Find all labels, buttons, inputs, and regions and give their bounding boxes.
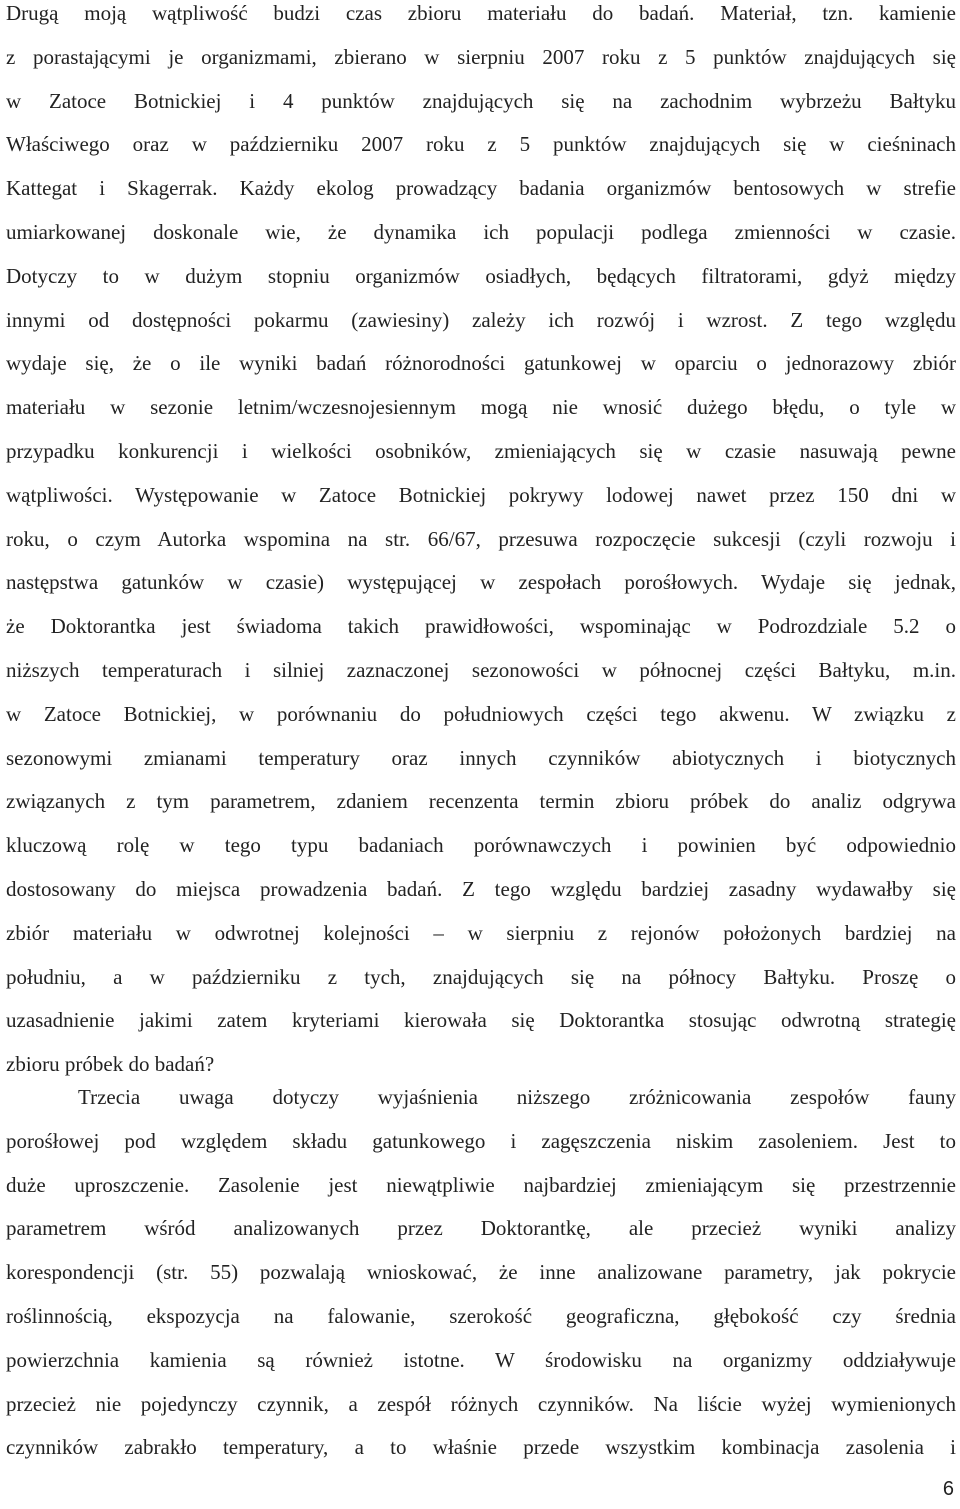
text-line: roku, o czym Autorka wspomina na str. 66/67, przesuwa rozpoczęcie sukcesji (czyli rozwoju i [6, 526, 956, 551]
text-line: z porastającymi je organizmami, zbierano w sierpniu 2007 roku z 5 punktów znajdujących się [6, 44, 956, 69]
text-line: dostosowany do miejsca prowadzenia badań. Z tego względu bardziej zasadny wydawałby się [6, 876, 956, 901]
text-line: południu, a w październiku z tych, znajdujących się na północy Bałtyku. Proszę o [6, 964, 956, 989]
text-line: zbiór materiału w odwrotnej kolejności – w sierpniu z rejonów położonych bardziej na [6, 920, 956, 945]
text-line: zbioru próbek do badań? [6, 1052, 215, 1077]
text-line: roślinnością, ekspozycja na falowanie, szerokość geograficzna, głębokość czy średnia [6, 1303, 956, 1328]
text-line: związanych z tym parametrem, zdaniem recenzenta termin zbioru próbek do analiz odgrywa [6, 789, 956, 814]
text-line: uzasadnienie jakimi zatem kryteriami kierowała się Doktorantka stosując odwrotną strategię [6, 1008, 956, 1033]
text-line: korespondencji (str. 55) pozwalają wnioskować, że inne analizowane parametry, jak pokrycie [6, 1260, 956, 1285]
text-line: następstwa gatunków w czasie) występującej w zespołach porośłowych. Wydaje się jednak, [6, 570, 956, 595]
text-line: przypadku konkurencji i wielkości osobników, zmieniających się w czasie nasuwają pewne [6, 438, 956, 463]
text-line: przecież nie pojedynczy czynnik, a zespół różnych czynników. Na liście wyżej wymienionych [6, 1391, 956, 1416]
text-line: kluczową rolę w tego typu badaniach porównawczych i powinien być odpowiednio [6, 833, 956, 858]
page-number: 6 [942, 1478, 954, 1500]
text-line: Właściwego oraz w październiku 2007 roku z 5 punktów znajdujących się w cieśninach [6, 132, 956, 157]
text-line: w Zatoce Botnickiej, w porównaniu do południowych części tego akwenu. W związku z [6, 701, 956, 726]
paragraph-salinity-remark [6, 1076, 956, 1470]
text-line: Trzecia uwaga dotyczy wyjaśnienia niższego zróżnicowania zespołów fauny [78, 1085, 956, 1109]
text-line: parametrem wśród analizowanych przez Doktorantkę, ale przecież wyniki analizy [6, 1216, 956, 1241]
text-line: wątpliwości. Występowanie w Zatoce Botnickiej pokrywy lodowej nawet przez 150 dni w [6, 482, 956, 507]
text-line: niższych temperaturach i silniej zaznaczonej sezonowości w północnej części Bałtyku, m.in. [6, 657, 956, 682]
text-line: duże uproszczenie. Zasolenie jest niewątpliwie najbardziej zmieniającym się przestrzennie [6, 1172, 956, 1197]
text-line: Kattegat i Skagerrak. Każdy ekolog prowadzący badania organizmów bentosowych w strefie [6, 176, 956, 201]
text-line: umiarkowanej doskonale wie, że dynamika ich populacji podlega zmienności w czasie. [6, 219, 956, 244]
text-line: w Zatoce Botnickiej i 4 punktów znajdujących się na zachodnim wybrzeżu Bałtyku [6, 88, 956, 113]
text-line: innymi od dostępności pokarmu (zawiesiny) zależy ich rozwój i wzrost. Z tego względu [6, 307, 956, 332]
paragraph-sampling-time [6, 0, 956, 1087]
text-line: powierzchnia kamienia są również istotne. W środowisku na organizmy oddziaływuje [6, 1347, 956, 1372]
text-line: że Doktorantka jest świadoma takich prawidłowości, wspominając w Podrozdziale 5.2 o [6, 614, 956, 639]
text-line: materiału w sezonie letnim/wczesnojesiennym mogą nie wnosić dużego błędu, o tyle w [6, 395, 956, 420]
text-line: sezonowymi zmianami temperatury oraz innych czynników abiotycznych i biotycznych [6, 745, 956, 770]
text-line: Drugą moją wątpliwość budzi czas zbioru materiału do badań. Materiał, tzn. kamienie [6, 1, 956, 25]
text-line: Dotyczy to w dużym stopniu organizmów osiadłych, będących filtratorami, gdyż między [6, 263, 956, 288]
text-line: wydaje się, że o ile wyniki badań różnorodności gatunkowej w oparciu o jednorazowy zbiór [6, 351, 956, 376]
text-line: porośłowej pod względem składu gatunkowego i zagęszczenia niskim zasoleniem. Jest to [6, 1128, 956, 1153]
text-line: czynników zabrakło temperatury, a to właśnie przede wszystkim kombinacja zasolenia i [6, 1435, 956, 1460]
